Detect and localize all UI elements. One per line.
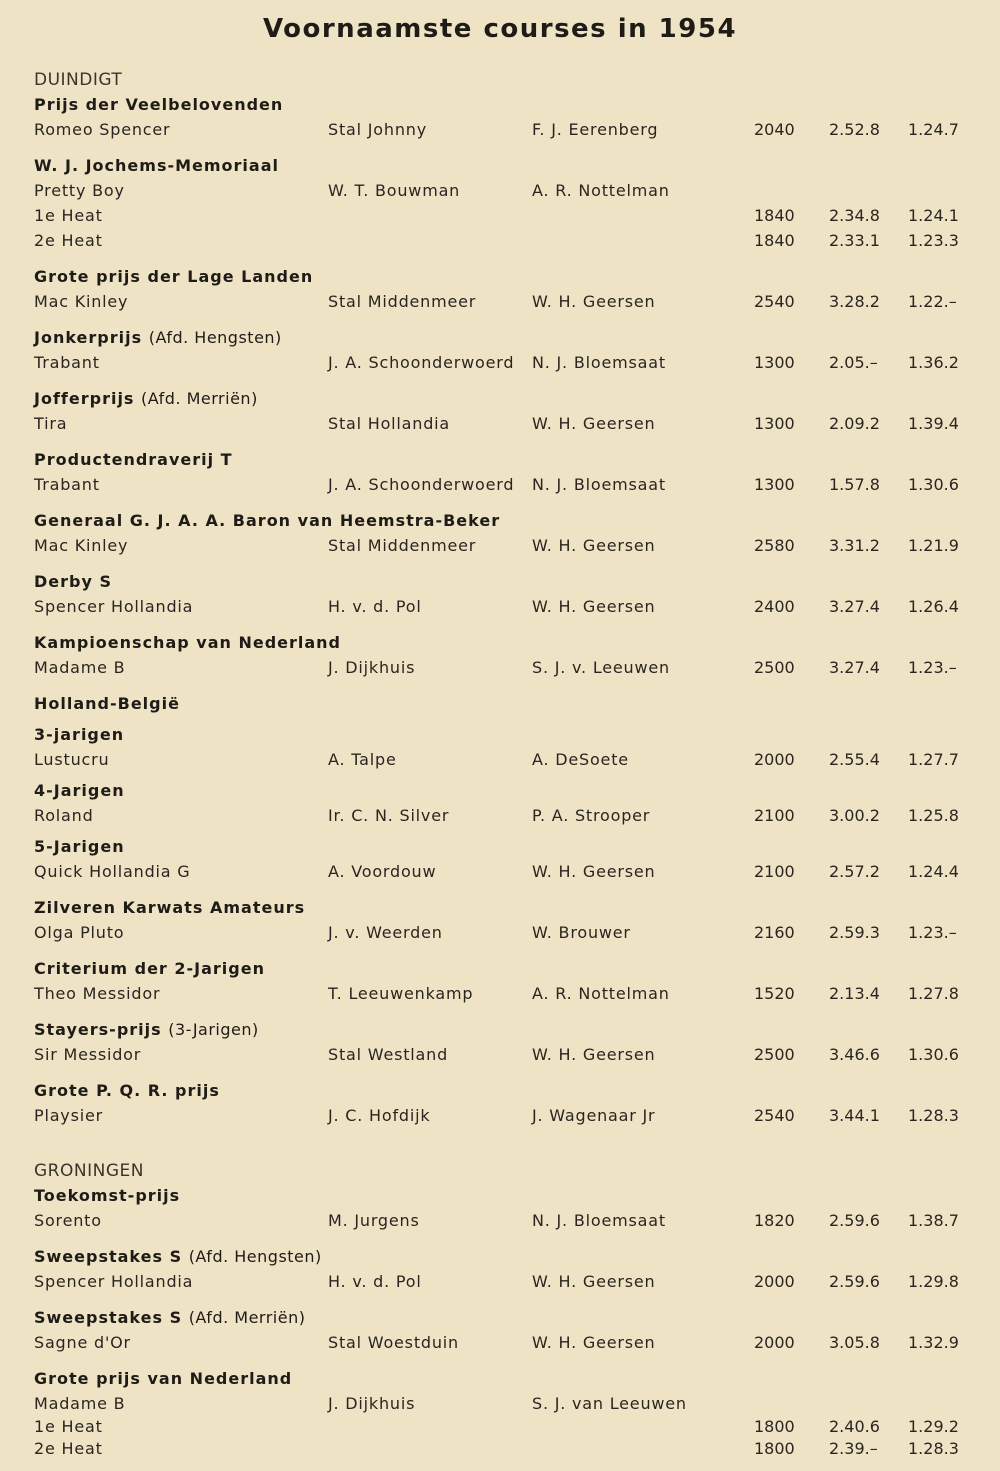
race-name: Jofferprijs: [34, 389, 135, 408]
race-time: 3.05.8: [829, 1333, 880, 1352]
km-time: 1.24.4: [908, 862, 959, 881]
race-time: 3.31.2: [829, 536, 880, 555]
race-entry: [34, 447, 974, 497]
km-time: 1.36.2: [908, 353, 959, 372]
race-name: Stayers-prijs: [34, 1020, 162, 1039]
race-name: Generaal G. J. A. A. Baron van Heemstra-Beker: [34, 511, 501, 530]
distance-value: 2540: [754, 292, 795, 311]
race-entry: [34, 722, 974, 772]
driver-name: P. A. Strooper: [532, 806, 651, 825]
km-time: 1.29.2: [908, 1417, 959, 1436]
driver-name: S. J. v. Leeuwen: [532, 658, 670, 677]
race-title: [34, 1183, 974, 1208]
race-time: 3.28.2: [829, 292, 880, 311]
race-title: [34, 691, 974, 716]
km-time: 1.30.6: [908, 1045, 959, 1064]
race-title: [34, 92, 974, 117]
race-time: 2.59.6: [829, 1272, 880, 1291]
result-row: [34, 594, 974, 619]
horse-name: Playsier: [34, 1106, 103, 1125]
race-name: Sweepstakes S: [34, 1247, 183, 1266]
venue-heading: GRONINGEN: [34, 1161, 144, 1181]
distance-value: 1300: [754, 353, 795, 372]
km-time: 1.25.8: [908, 806, 959, 825]
page-title: Voornaamste courses in 1954: [262, 14, 738, 44]
owner-name: Stal Woestduin: [328, 1333, 459, 1352]
distance-value: 1300: [754, 475, 795, 494]
section-gap: [34, 1139, 974, 1159]
owner-name: Stal Middenmeer: [328, 292, 477, 311]
owner-name: Stal Hollandia: [328, 414, 451, 433]
horse-name: 2e Heat: [34, 1439, 103, 1458]
race-name: Grote P. Q. R. prijs: [34, 1081, 220, 1100]
race-entry: [34, 778, 974, 828]
km-time: 1.24.1: [908, 206, 959, 225]
race-time: 2.40.6: [829, 1417, 880, 1436]
horse-name: Sorento: [34, 1211, 102, 1230]
race-note: (Afd. Hengsten): [148, 328, 282, 347]
km-time: 1.29.8: [908, 1272, 959, 1291]
result-row: [34, 1438, 974, 1460]
race-title: [34, 386, 974, 411]
driver-name: W. H. Geersen: [532, 1045, 656, 1064]
km-time: 1.27.8: [908, 984, 959, 1003]
km-time: 1.23.–: [908, 923, 957, 942]
result-row: [34, 1269, 974, 1294]
race-name: 3-jarigen: [34, 725, 125, 744]
race-note: (Afd. Merriën): [141, 389, 258, 408]
distance-value: 1840: [754, 231, 795, 250]
race-entry: [34, 834, 974, 884]
result-row: [34, 655, 974, 680]
driver-name: S. J. van Leeuwen: [532, 1394, 687, 1413]
km-time: 1.27.7: [908, 750, 959, 769]
race-name: Grote prijs van Nederland: [34, 1369, 293, 1388]
race-title: [34, 1078, 974, 1103]
driver-name: A. R. Nottelman: [532, 181, 670, 200]
race-time: 2.33.1: [829, 231, 880, 250]
owner-name: Stal Johnny: [328, 120, 427, 139]
race-entry: [34, 508, 974, 558]
distance-value: 1800: [754, 1417, 795, 1436]
distance-value: 2000: [754, 1333, 795, 1352]
race-name: Sweepstakes S: [34, 1308, 183, 1327]
owner-name: H. v. d. Pol: [328, 597, 422, 616]
result-row: [34, 411, 974, 436]
race-entry: [34, 264, 974, 314]
driver-name: J. Wagenaar Jr: [532, 1106, 656, 1125]
distance-value: 2500: [754, 1045, 795, 1064]
distance-value: 2000: [754, 750, 795, 769]
race-entry: [34, 153, 974, 253]
km-time: 1.32.9: [908, 1333, 959, 1352]
race-time: 2.39.–: [829, 1439, 878, 1458]
driver-name: W. H. Geersen: [532, 1333, 656, 1352]
race-entry: [34, 630, 974, 680]
result-row: [34, 1042, 974, 1067]
race-time: 2.59.3: [829, 923, 880, 942]
km-time: 1.28.3: [908, 1106, 959, 1125]
horse-name: Tira: [34, 414, 68, 433]
race-title: [34, 1305, 974, 1330]
distance-value: 2100: [754, 806, 795, 825]
race-note: (Afd. Merriën): [188, 1308, 306, 1327]
race-name: Productendraverij T: [34, 450, 233, 469]
race-title: [34, 569, 974, 594]
race-name: Zilveren Karwats Amateurs: [34, 898, 306, 917]
owner-name: A. Talpe: [328, 750, 397, 769]
race-entry: [34, 1244, 974, 1294]
result-row: [34, 747, 974, 772]
race-name: 5-Jarigen: [34, 837, 125, 856]
horse-name: Madame B: [34, 1394, 126, 1413]
race-entry: [34, 691, 974, 716]
horse-name: 2e Heat: [34, 231, 103, 250]
owner-name: J. v. Weerden: [328, 923, 443, 942]
km-time: 1.38.7: [908, 1211, 959, 1230]
km-time: 1.23.3: [908, 231, 959, 250]
result-row: [34, 1103, 974, 1128]
race-time: 3.27.4: [829, 658, 880, 677]
owner-name: A. Voordouw: [328, 862, 437, 881]
owner-name: J. C. Hofdijk: [328, 1106, 431, 1125]
horse-name: Theo Messidor: [34, 984, 161, 1003]
driver-name: W. Brouwer: [532, 923, 631, 942]
race-entry: [34, 1305, 974, 1355]
horse-name: Mac Kinley: [34, 536, 129, 555]
owner-name: J. A. Schoonderwoerd: [328, 475, 515, 494]
race-note: (3-Jarigen): [168, 1020, 259, 1039]
race-time: 2.57.2: [829, 862, 880, 881]
race-entry: [34, 956, 974, 1006]
race-time: 2.55.4: [829, 750, 880, 769]
distance-value: 1520: [754, 984, 795, 1003]
race-entry: [34, 895, 974, 945]
result-row: [34, 1330, 974, 1355]
km-time: 1.39.4: [908, 414, 959, 433]
driver-name: W. H. Geersen: [532, 292, 656, 311]
race-time: 2.05.–: [829, 353, 878, 372]
race-entry: [34, 1078, 974, 1128]
race-name: W. J. Jochems-Memoriaal: [34, 156, 279, 175]
driver-name: W. H. Geersen: [532, 536, 656, 555]
distance-value: 1300: [754, 414, 795, 433]
driver-name: A. DeSoete: [532, 750, 629, 769]
result-row: [34, 920, 974, 945]
race-time: 2.34.8: [829, 206, 880, 225]
result-row: [34, 859, 974, 884]
race-title: [34, 264, 974, 289]
distance-value: 1820: [754, 1211, 795, 1230]
distance-value: 2040: [754, 120, 795, 139]
distance-value: 1800: [754, 1439, 795, 1458]
distance-value: 2100: [754, 862, 795, 881]
horse-name: Trabant: [34, 475, 100, 494]
result-row: [34, 803, 974, 828]
owner-name: Ir. C. N. Silver: [328, 806, 450, 825]
result-row: [34, 1208, 974, 1233]
race-title: [34, 1244, 974, 1269]
race-title: [34, 956, 974, 981]
race-name: Kampioenschap van Nederland: [34, 633, 342, 652]
race-list: [34, 68, 974, 1471]
km-time: 1.23.–: [908, 658, 957, 677]
distance-value: 2160: [754, 923, 795, 942]
horse-name: Sagne d'Or: [34, 1333, 131, 1352]
horse-name: 1e Heat: [34, 206, 103, 225]
race-entry: [34, 386, 974, 436]
race-time: 2.52.8: [829, 120, 880, 139]
driver-name: N. J. Bloemsaat: [532, 353, 666, 372]
result-row: [34, 350, 974, 375]
result-row: [34, 981, 974, 1006]
horse-name: Madame B: [34, 658, 126, 677]
km-time: 1.21.9: [908, 536, 959, 555]
driver-name: W. H. Geersen: [532, 597, 656, 616]
result-row: [34, 178, 974, 203]
horse-name: Roland: [34, 806, 94, 825]
km-time: 1.26.4: [908, 597, 959, 616]
distance-value: 2000: [754, 1272, 795, 1291]
km-time: 1.24.7: [908, 120, 959, 139]
owner-name: Stal Westland: [328, 1045, 449, 1064]
race-name: Jonkerprijs: [34, 328, 143, 347]
race-name: Toekomst-prijs: [34, 1186, 181, 1205]
km-time: 1.22.–: [908, 292, 957, 311]
distance-value: 1840: [754, 206, 795, 225]
owner-name: M. Jurgens: [328, 1211, 420, 1230]
race-title: [34, 447, 974, 472]
race-entry: [34, 1017, 974, 1067]
result-row: [34, 289, 974, 314]
venue-heading: DUINDIGT: [34, 70, 123, 90]
race-time: 2.13.4: [829, 984, 880, 1003]
race-title: [34, 778, 974, 803]
horse-name: 1e Heat: [34, 1417, 103, 1436]
driver-name: N. J. Bloemsaat: [532, 1211, 666, 1230]
race-title: [34, 325, 974, 350]
owner-name: H. v. d. Pol: [328, 1272, 422, 1291]
result-row: [34, 228, 974, 253]
race-title: [34, 834, 974, 859]
owner-name: T. Leeuwenkamp: [328, 984, 474, 1003]
horse-name: Spencer Hollandia: [34, 597, 194, 616]
race-entry: [34, 569, 974, 619]
result-row: [34, 1391, 974, 1416]
owner-name: Stal Middenmeer: [328, 536, 477, 555]
race-title: [34, 630, 974, 655]
race-title: [34, 722, 974, 747]
driver-name: W. H. Geersen: [532, 414, 656, 433]
result-row: [34, 117, 974, 142]
result-row: [34, 533, 974, 558]
distance-value: 2580: [754, 536, 795, 555]
result-row: [34, 203, 974, 228]
race-name: Prijs der Veelbelovenden: [34, 95, 284, 114]
race-name: Criterium der 2-Jarigen: [34, 959, 265, 978]
owner-name: J. A. Schoonderwoerd: [328, 353, 515, 372]
driver-name: W. H. Geersen: [532, 862, 656, 881]
race-time: 2.09.2: [829, 414, 880, 433]
driver-name: W. H. Geersen: [532, 1272, 656, 1291]
race-title: [34, 1366, 974, 1391]
race-time: 3.46.6: [829, 1045, 880, 1064]
distance-value: 2400: [754, 597, 795, 616]
horse-name: Romeo Spencer: [34, 120, 171, 139]
owner-name: J. Dijkhuis: [328, 1394, 416, 1413]
race-note: (Afd. Hengsten): [188, 1247, 322, 1266]
horse-name: Mac Kinley: [34, 292, 129, 311]
owner-name: W. T. Bouwman: [328, 181, 461, 200]
distance-value: 2540: [754, 1106, 795, 1125]
horse-name: Olga Pluto: [34, 923, 125, 942]
race-name: Derby S: [34, 572, 112, 591]
race-entry: [34, 92, 974, 142]
race-time: 3.27.4: [829, 597, 880, 616]
race-name: 4-Jarigen: [34, 781, 125, 800]
owner-name: J. Dijkhuis: [328, 658, 416, 677]
distance-value: 2500: [754, 658, 795, 677]
horse-name: Trabant: [34, 353, 100, 372]
driver-name: N. J. Bloemsaat: [532, 475, 666, 494]
race-time: 1.57.8: [829, 475, 880, 494]
horse-name: Pretty Boy: [34, 181, 125, 200]
driver-name: A. R. Nottelman: [532, 984, 670, 1003]
race-entry: [34, 325, 974, 375]
horse-name: Spencer Hollandia: [34, 1272, 194, 1291]
race-name: Holland-België: [34, 694, 180, 713]
race-title: [34, 153, 974, 178]
race-entry: [34, 1366, 974, 1460]
horse-name: Quick Hollandia G: [34, 862, 191, 881]
race-time: 3.44.1: [829, 1106, 880, 1125]
result-row: [34, 472, 974, 497]
race-title: [34, 508, 974, 533]
race-name: Grote prijs der Lage Landen: [34, 267, 314, 286]
race-title: [34, 1017, 974, 1042]
driver-name: F. J. Eerenberg: [532, 120, 659, 139]
race-title: [34, 895, 974, 920]
horse-name: Sir Messidor: [34, 1045, 142, 1064]
horse-name: Lustucru: [34, 750, 110, 769]
race-entry: [34, 1183, 974, 1233]
km-time: 1.30.6: [908, 475, 959, 494]
race-time: 2.59.6: [829, 1211, 880, 1230]
km-time: 1.28.3: [908, 1439, 959, 1458]
result-row: [34, 1416, 974, 1438]
race-time: 3.00.2: [829, 806, 880, 825]
